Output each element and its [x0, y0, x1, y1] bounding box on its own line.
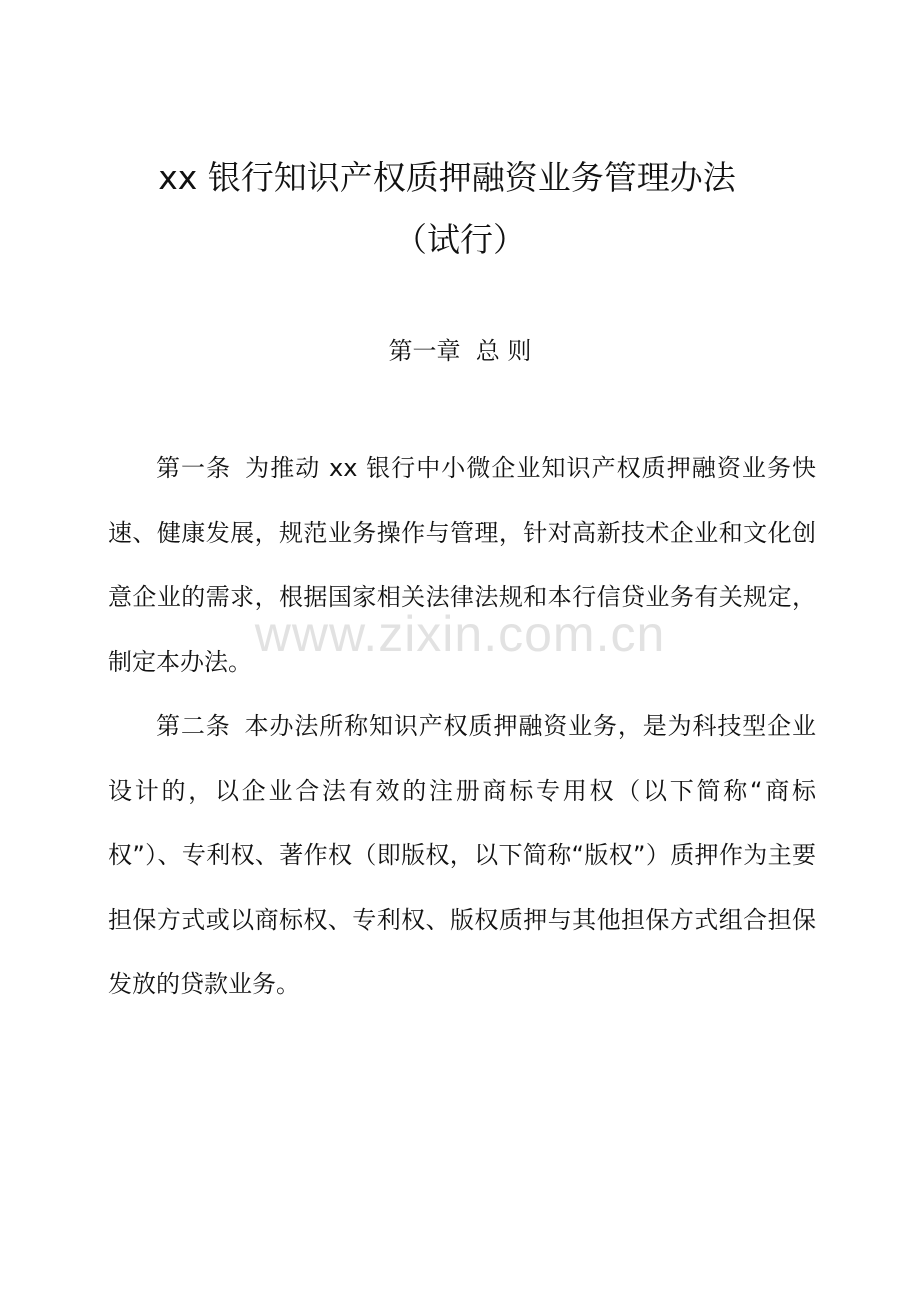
watermark: www.zixin.com.cn — [254, 606, 666, 662]
article-1 — [108, 436, 816, 694]
document-title: xx 银行知识产权质押融资业务管理办法 — [158, 158, 736, 197]
article-2 — [108, 694, 816, 1017]
article-2-label: 第二条 — [156, 712, 231, 740]
article-2-text: 本办法所称知识产权质押融资业务，是为科技型企业设计的，以企业合法有效的注册商标专用权（以下简称“商标权”）、专利权、著作权（即版权，以下简称“版权”）质押作为主要担保方式或以商标权、专利权、版权质押与其他担保方式组合担保发放的贷款业务。 — [108, 712, 816, 998]
document-subtitle: （试行） — [394, 220, 526, 259]
chapter-heading: 第一章 总 则 — [388, 337, 532, 365]
article-1-text: 为推动 xx 银行中小微企业知识产权质押融资业务快速、健康发展，规范业务操作与管理，针对高新技术企业和文化创意企业的需求，根据国家相关法律法规和本行信贷业务有关规定，制定本办法。 — [108, 454, 817, 676]
article-1-label: 第一条 — [156, 454, 232, 482]
